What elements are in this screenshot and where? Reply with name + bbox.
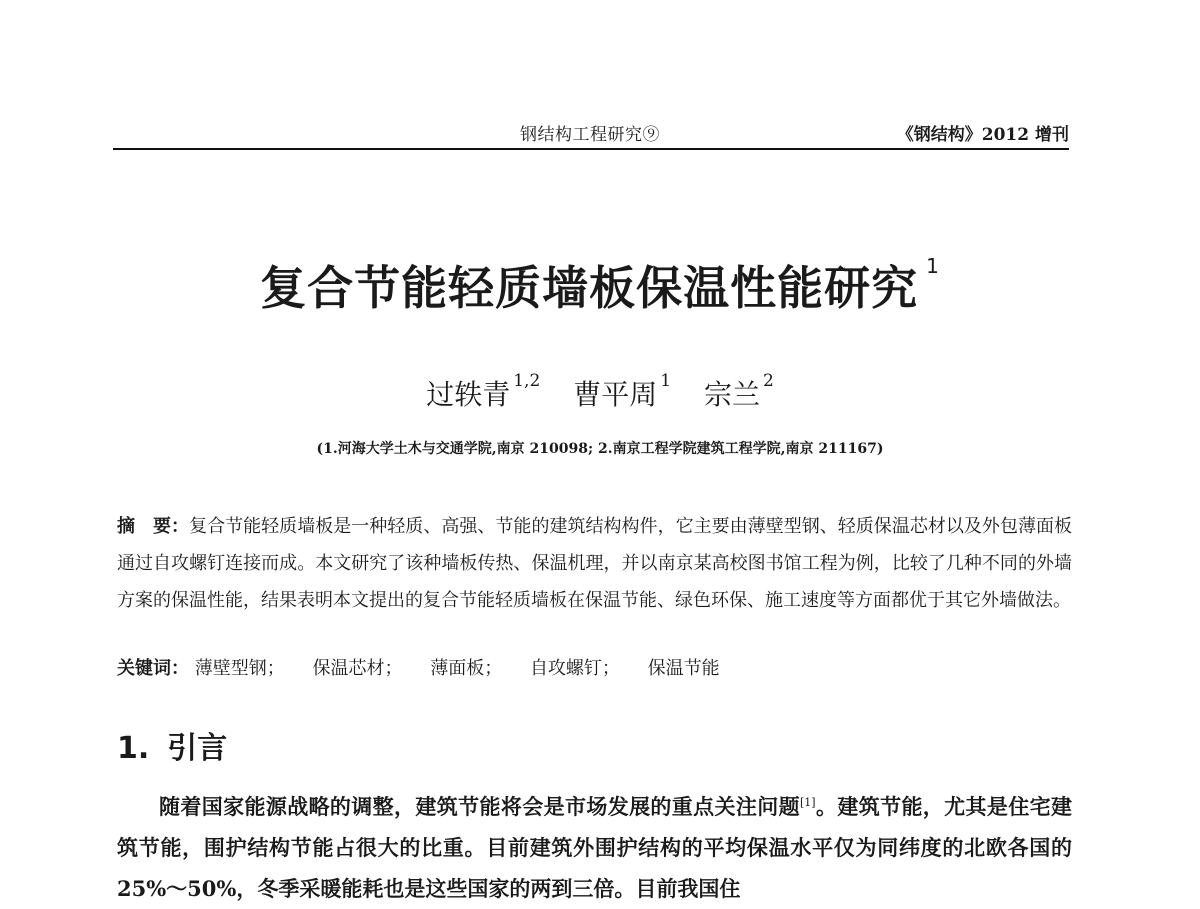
series-label: 钢结构工程研究⑨: [520, 125, 660, 145]
author-name: 宗兰: [703, 378, 760, 411]
keyword: 保温芯材；: [312, 658, 403, 679]
author: [573, 371, 672, 411]
author-affiliation-mark: 1: [660, 371, 672, 391]
paper-title: [0, 252, 1200, 318]
title-footnote-mark: 1: [926, 254, 940, 278]
author-affiliation-mark: 2: [762, 371, 774, 391]
keywords-label: 关键词：: [117, 658, 189, 679]
section-number: 1.: [117, 731, 150, 766]
author: [703, 371, 774, 411]
citation-ref: [1]: [800, 796, 816, 809]
author-name: 过轶青: [426, 378, 511, 411]
keyword: 薄壁型钢；: [194, 658, 285, 679]
abstract-label: 摘 要：: [117, 516, 190, 537]
author-affiliation-mark: 1,2: [513, 371, 541, 391]
keyword: 自攻螺钉；: [529, 658, 620, 679]
author-list: [0, 373, 1200, 413]
section-title: 引言: [167, 731, 228, 766]
keyword: 薄面板；: [430, 658, 503, 679]
section-heading: [117, 723, 227, 767]
abstract-text: 复合节能轻质墙板是一种轻质、高强、节能的建筑结构构件，它主要由薄壁型钢、轻质保温芯材以及外包薄面板通过自攻螺钉连接而成。本文研究了该种墙板传热、保温机理，并以南京某高校图书馆工程为例，比较了几种不同的外墙方案的保温性能，结果表明本文提出的复合节能轻质墙板在保温节能、绿色环保、施工速度等方面都优于其它外墙做法。: [117, 516, 1072, 611]
header-rule: [113, 148, 1069, 150]
body-text-part: 。建筑节能，尤其是住宅建筑节能，围护结构节能占很大的比重。目前建筑外围护结构的平均保温水平仅为同纬度的北欧各国的 25%～50%，冬季采暖能耗也是这些国家的两到三倍。目前我国住: [117, 794, 1073, 901]
author-name: 曹平周: [573, 378, 658, 411]
running-header: [113, 116, 1069, 146]
body-text-part: 随着国家能源战略的调整，建筑节能将会是市场发展的重点关注问题: [159, 794, 801, 819]
author: [426, 371, 541, 411]
keyword: 保温节能: [647, 658, 720, 679]
body-paragraph: [117, 786, 1072, 909]
paper-title-text: 复合节能轻质墙板保温性能研究: [260, 261, 919, 315]
affiliation-line: (1.河海大学土木与交通学院,南京 210098; 2.南京工程学院建筑工程学院,南京 211167): [316, 441, 884, 457]
journal-label: 《钢结构》2012 增刊: [896, 125, 1069, 145]
keywords: [117, 655, 1072, 683]
abstract: [117, 508, 1072, 619]
